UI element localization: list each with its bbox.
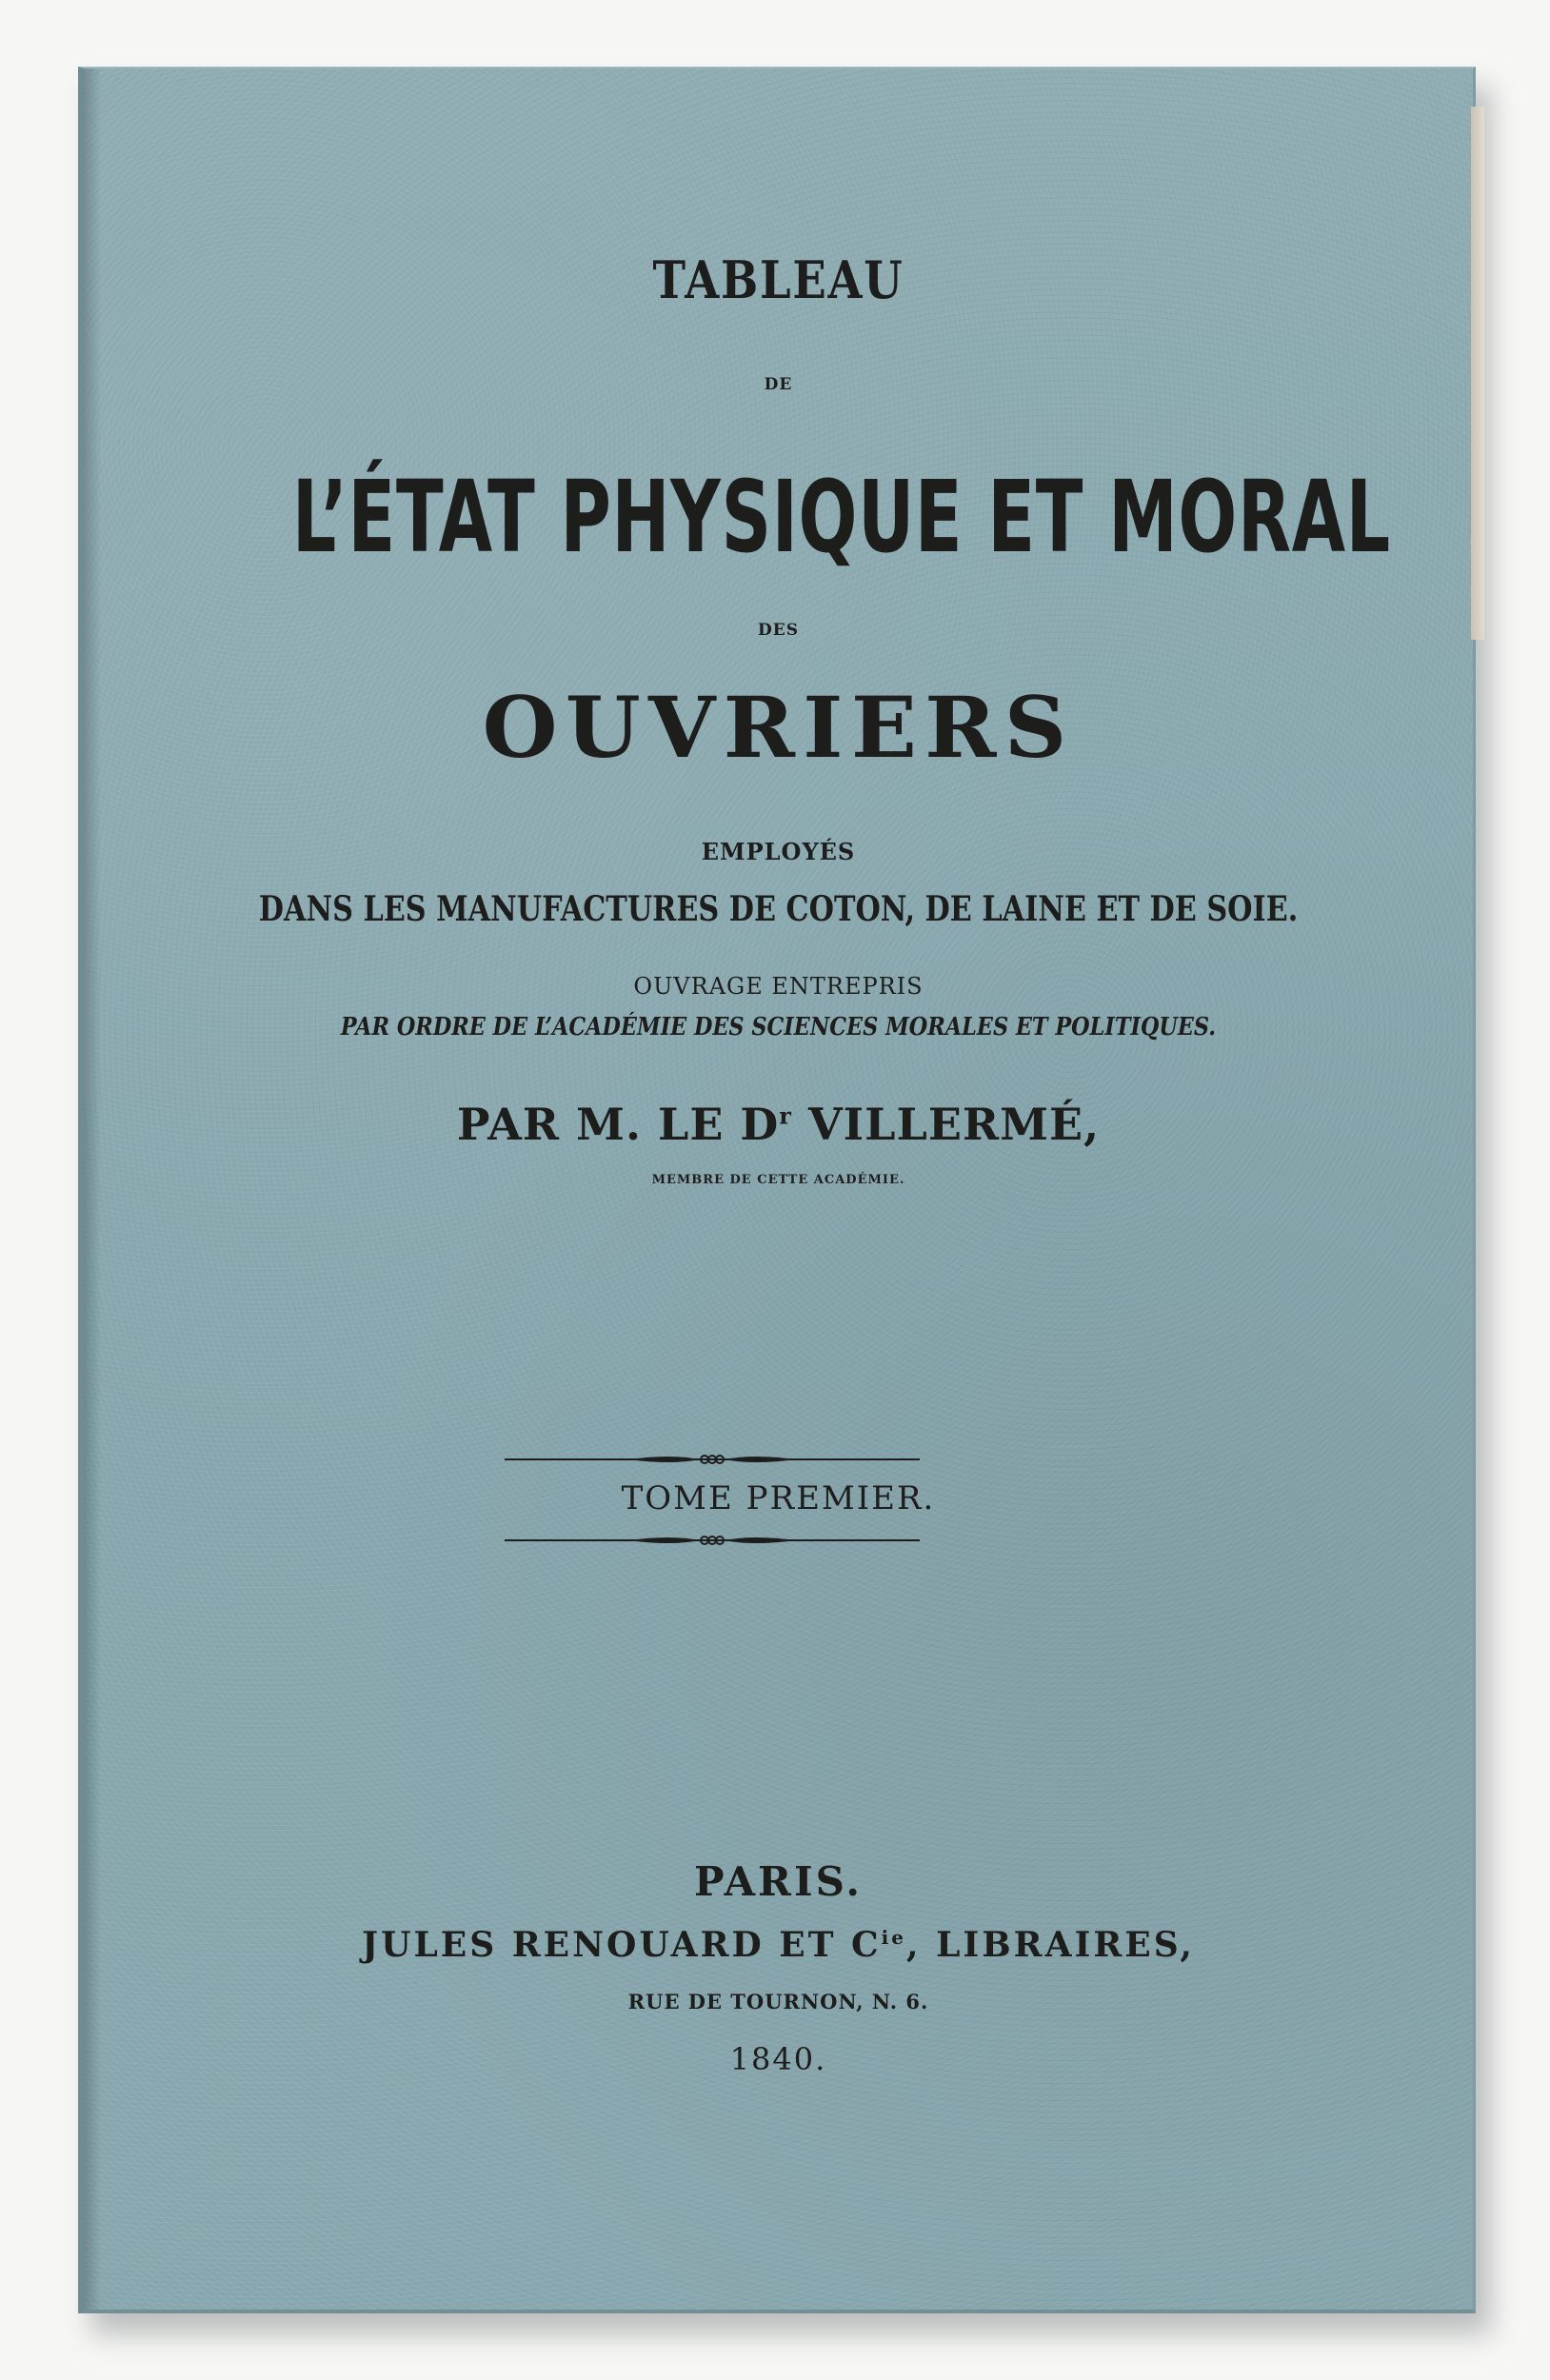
spine-edge bbox=[84, 69, 101, 2310]
subtitle-employes: EMPLOYÉS bbox=[701, 838, 856, 865]
title-main: L’ÉTAT PHYSIQUE ET MORAL bbox=[291, 459, 1391, 575]
publication-year: 1840. bbox=[729, 2041, 827, 2077]
tome-premier: TOME PREMIER. bbox=[621, 1479, 936, 1517]
author-line bbox=[84, 1099, 1473, 1150]
publisher-line bbox=[84, 1925, 1473, 1965]
ornament-rule-bottom bbox=[505, 1532, 920, 1549]
title-tableau: TABLEAU bbox=[652, 249, 904, 310]
publisher-prefix: JULES RENOUARD ET C bbox=[362, 1925, 882, 1965]
author-prefix: PAR M. LE D bbox=[456, 1099, 780, 1150]
subtitle-manufactures: DANS LES MANUFACTURES DE COTON, DE LAINE ET DE SOIE. bbox=[258, 889, 1299, 929]
author-sup: r bbox=[779, 1101, 792, 1130]
book-cover bbox=[78, 67, 1476, 2313]
ornament-rule-top bbox=[505, 1451, 920, 1468]
title-ouvriers: OUVRIERS bbox=[482, 678, 1075, 777]
city-paris: PARIS. bbox=[693, 1858, 864, 1905]
publisher-address: RUE DE TOURNON, N. 6. bbox=[627, 1990, 929, 2013]
title-des: DES bbox=[758, 621, 799, 640]
publisher-sup: ie bbox=[881, 1926, 906, 1949]
publisher-suffix: , LIBRAIRES, bbox=[906, 1925, 1195, 1965]
page-edge bbox=[1471, 107, 1484, 640]
academie-line: PAR ORDRE DE L’ACADÉMIE DES SCIENCES MORALES ET POLITIQUES. bbox=[340, 1013, 1217, 1041]
ouvrage-entrepris: OUVRAGE ENTREPRIS bbox=[633, 973, 924, 1000]
author-name: VILLERMÉ, bbox=[791, 1099, 1101, 1150]
title-de: DE bbox=[764, 375, 793, 394]
membre-line: MEMBRE DE CETTE ACADÉMIE. bbox=[651, 1173, 905, 1187]
